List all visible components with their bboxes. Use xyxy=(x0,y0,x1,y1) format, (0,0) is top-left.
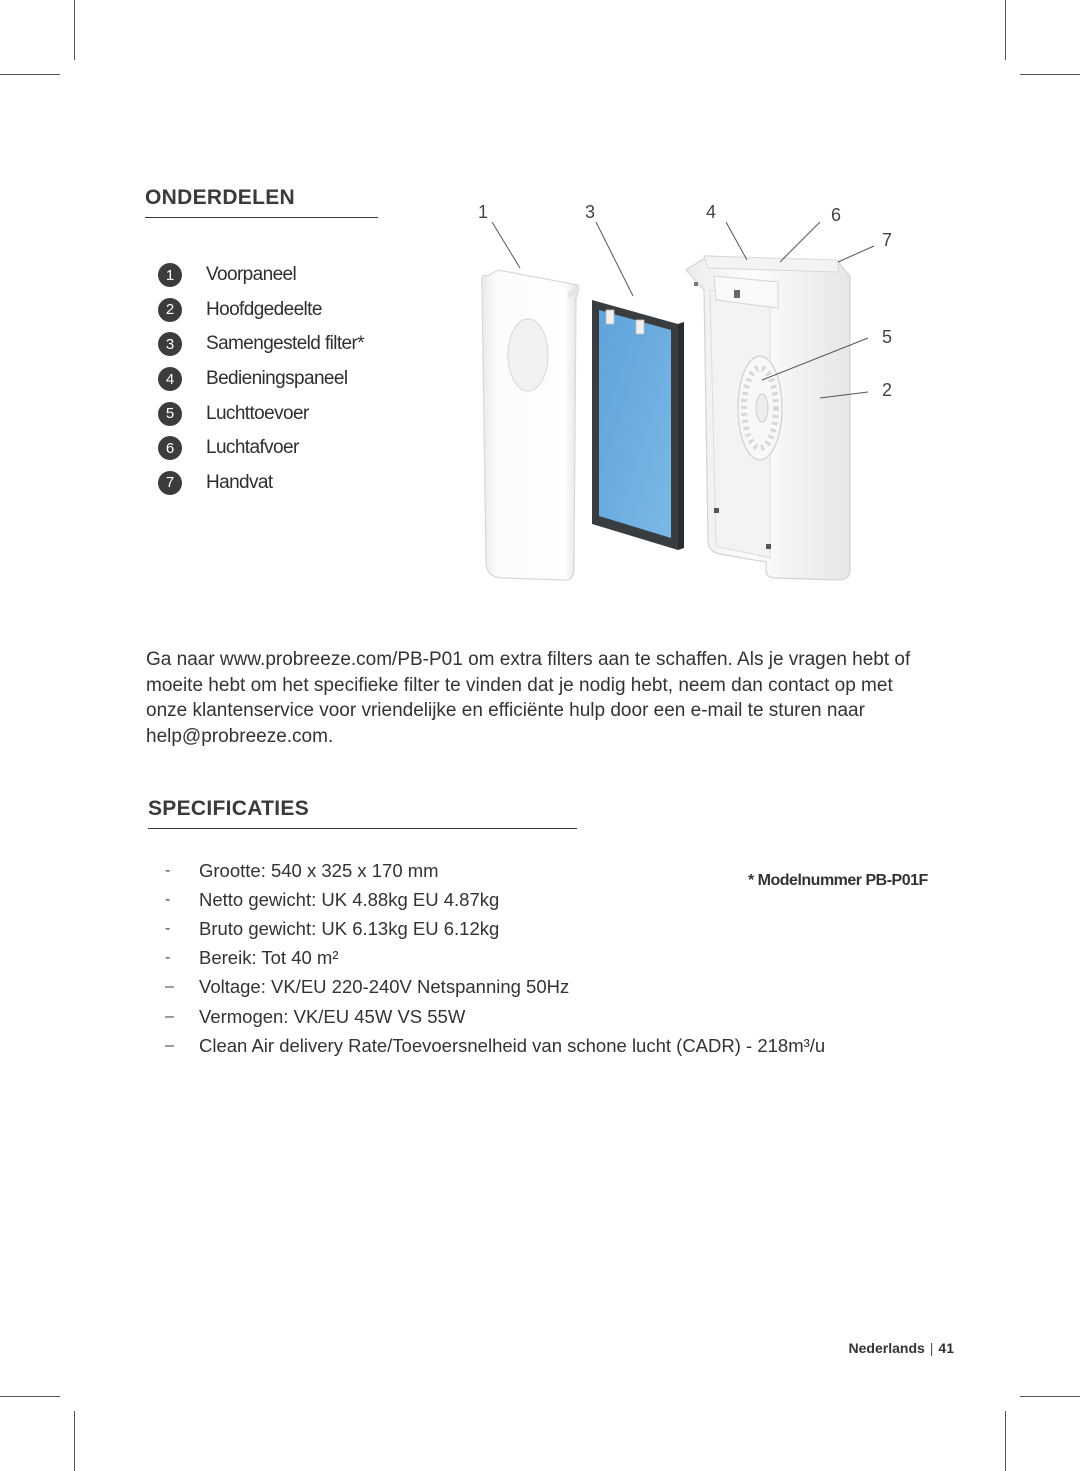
spec-text: Clean Air delivery Rate/Toevoersnelheid van schone lucht (CADR) - 218m³/u xyxy=(199,1034,826,1056)
callout-number: 5 xyxy=(882,327,893,347)
callout-number: 7 xyxy=(882,230,893,250)
part-number-badge: 4 xyxy=(158,367,182,391)
crop-mark xyxy=(1005,0,1006,60)
spec-text: Bereik: Tot 40 m² xyxy=(199,947,339,969)
part-label: Samengesteld filter* xyxy=(206,333,365,355)
callout-number: 1 xyxy=(478,202,489,222)
crop-mark xyxy=(0,74,60,75)
part-label: Handvat xyxy=(206,471,273,493)
part-number-badge: 7 xyxy=(158,471,182,495)
page-number: 41 xyxy=(938,1340,954,1356)
specs-heading-rule xyxy=(148,828,577,829)
spec-text: Grootte: 540 x 325 x 170 mm xyxy=(199,859,439,881)
spec-text: Bruto gewicht: UK 6.13kg EU 6.12kg xyxy=(199,917,500,939)
part-item xyxy=(158,466,364,501)
spec-item xyxy=(165,856,825,885)
part-item xyxy=(158,327,364,362)
spec-bullet: – xyxy=(165,1007,174,1025)
filter-info-paragraph: Ga naar www.probreeze.com/PB-P01 om extra filters aan te schaffen. Als je vragen hebt of moeite hebt om het specifieke filter te vinden dat je nodig hebt, neem dan contact op met onze klantenservice voor vriendelijke en efficiënte hulp door een e-mail te sturen naar help@probreeze.com. xyxy=(146,649,911,747)
part-number-badge: 2 xyxy=(158,298,182,322)
part-item xyxy=(158,362,364,397)
part-label: Luchtafvoer xyxy=(206,437,299,459)
main-body xyxy=(686,256,850,580)
spec-bullet: – xyxy=(165,978,174,996)
part-number-badge: 6 xyxy=(158,436,182,460)
crop-mark xyxy=(1020,74,1080,75)
callout-number: 2 xyxy=(882,380,893,400)
spec-text: Vermogen: VK/EU 45W VS 55W xyxy=(199,1005,466,1027)
fan-icon xyxy=(738,356,782,460)
specs-heading: SPECIFICATIES xyxy=(148,797,310,820)
part-item xyxy=(158,396,364,431)
parts-heading: ONDERDELEN xyxy=(145,186,296,209)
spec-item xyxy=(165,885,825,914)
front-panel xyxy=(482,270,580,580)
part-number-badge: 3 xyxy=(158,332,182,356)
footer-separator: | xyxy=(929,1340,934,1356)
callout-number: 3 xyxy=(585,202,596,222)
crop-mark xyxy=(74,0,75,60)
part-item xyxy=(158,293,364,328)
part-number-badge: 1 xyxy=(158,263,182,287)
parts-list xyxy=(158,258,364,500)
product-exploded-diagram xyxy=(440,190,920,600)
callout-number: 6 xyxy=(831,205,842,225)
parts-heading-rule xyxy=(145,217,378,218)
footer-language: Nederlands xyxy=(848,1340,925,1356)
spec-item xyxy=(165,973,825,1002)
crop-mark xyxy=(1005,1411,1006,1471)
spec-bullet: – xyxy=(165,1036,174,1054)
composite-filter xyxy=(592,300,684,550)
spec-bullet: - xyxy=(165,861,171,879)
spec-item xyxy=(165,914,825,943)
spec-bullet: - xyxy=(165,919,171,937)
specs-list xyxy=(165,856,825,1060)
spec-item xyxy=(165,1002,825,1031)
part-label: Hoofdgedeelte xyxy=(206,298,322,320)
spec-text: Netto gewicht: UK 4.88kg EU 4.87kg xyxy=(199,888,500,910)
page-footer xyxy=(849,1340,954,1356)
spec-item xyxy=(165,944,825,973)
part-item xyxy=(158,431,364,466)
spec-bullet: - xyxy=(165,890,171,908)
spec-bullet: - xyxy=(165,949,171,967)
model-number-note: * Modelnummer PB-P01F xyxy=(748,872,928,889)
part-number-badge: 5 xyxy=(158,402,182,426)
part-item xyxy=(158,258,364,293)
spec-text: Voltage: VK/EU 220-240V Netspanning 50Hz xyxy=(199,976,570,998)
crop-mark xyxy=(1020,1396,1080,1397)
callout-number: 4 xyxy=(706,202,717,222)
spec-item xyxy=(165,1031,825,1060)
part-label: Bedieningspaneel xyxy=(206,368,348,390)
part-label: Voorpaneel xyxy=(206,264,297,286)
crop-mark xyxy=(74,1411,75,1471)
part-label: Luchttoevoer xyxy=(206,402,309,424)
crop-mark xyxy=(0,1396,60,1397)
